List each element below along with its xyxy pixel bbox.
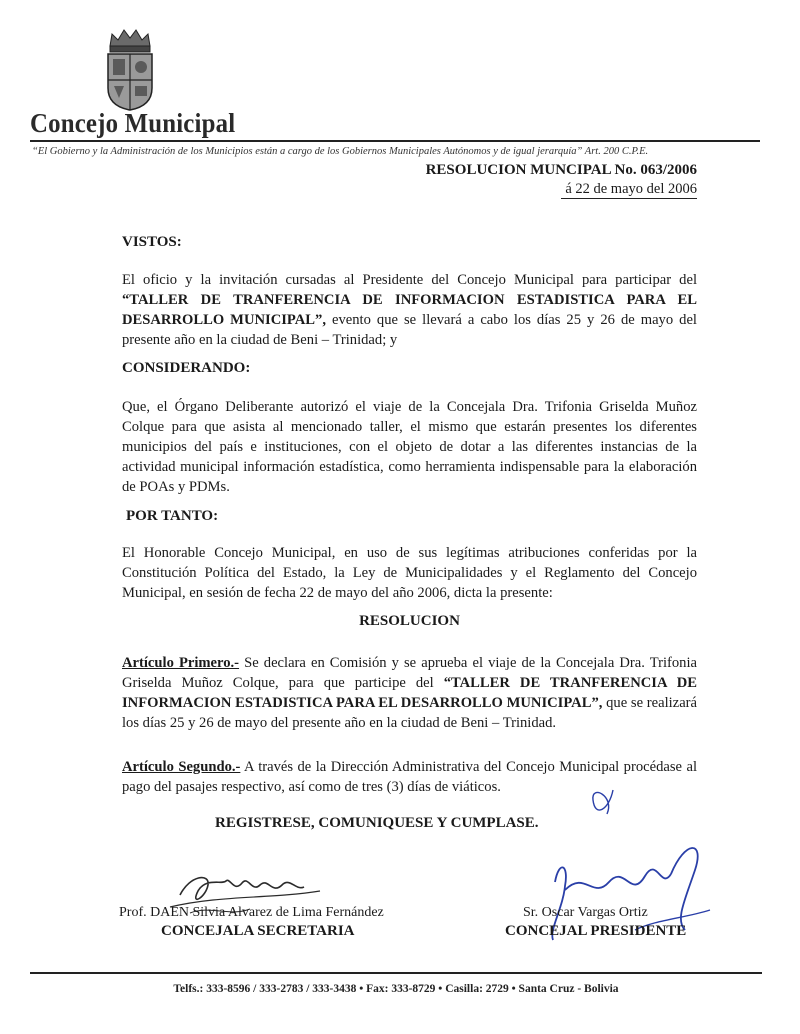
article-one-event: “TALLER DE TRANFERENCIA DE INFORMACION ESTADISTICA PARA EL DESARROLLO MUNICIPAL”, (122, 675, 697, 711)
left-signatory-name: Prof. DAEN Silvia Alvarez de Lima Fernández (119, 905, 384, 920)
article-one (122, 653, 697, 733)
vistos-text-1: El oficio y la invitación cursadas al Presidente del Concejo Municipal para participar del (122, 272, 697, 288)
resolution-date: á 22 de mayo del 2006 (561, 181, 697, 199)
resolucion-heading: RESOLUCION (359, 613, 460, 629)
closing-statement: REGISTRESE, COMUNIQUESE Y CUMPLASE. (215, 815, 539, 831)
motto: “El Gobierno y la Administración de los Municipios están a cargo de los Gobiernos Municipales Autónomos y de igual jerarquía” Art. 200 C.P.E. (32, 146, 649, 157)
por-tanto-paragraph: El Honorable Concejo Municipal, en uso de sus legítimas atribuciones conferidas por la Constitución Política del Estado, la Ley de Municipalidades y el Reglamento del Concejo Municipal, en sesión de fecha 22 de mayo del año 2006, dicta la presente: (122, 545, 697, 601)
coat-of-arms-icon (104, 26, 156, 112)
right-signatory-title: CONCEJAL PRESIDENTE (505, 923, 687, 939)
org-name: Concejo Municipal (30, 108, 236, 138)
article-one-text-1: Se declara en Comisión y se aprueba el viaje de la Concejala Dra. Trifonia Griselda Muñoz Colque, para que participe del (122, 655, 697, 691)
footer-divider (30, 972, 762, 974)
article-one-label: Artículo Primero.- (122, 655, 240, 671)
vistos-paragraph (122, 270, 697, 350)
article-one-text-2: que se realizará los días 25 y 26 de mayo del presente año en la ciudad de Beni – Trinidad. (122, 695, 698, 731)
header-divider (30, 140, 760, 142)
right-signatory-name: Sr. Oscar Vargas Ortiz (523, 905, 648, 920)
vistos-text-2: evento que se llevará a cabo los días 25 y 26 de mayo del presente año en la ciudad de Beni – Trinidad; y (122, 312, 697, 348)
footer-contact: Telfs.: 333-8596 / 333-2783 / 333-3438 • Fax: 333-8729 • Casilla: 2729 • Santa Cruz - Bolivia (173, 983, 619, 995)
vistos-event-name: “TALLER DE TRANFERENCIA DE INFORMACION ESTADISTICA PARA EL DESARROLLO MUNICIPAL”, (122, 292, 697, 328)
considerando-paragraph: Que, el Órgano Deliberante autorizó el viaje de la Concejala Dra. Trifonia Griselda Muñoz Colque para que asista al mencionado taller, el mismo que estarán presentes los diferentes municipios del país e instituciones, con el objeto de dotar a las diferentes instancias de la actividad municipal información estadística, como herramienta indispensable para la elaboración de POAs y PDMs. (122, 399, 697, 495)
article-two-label: Artículo Segundo.- (122, 759, 241, 775)
left-signatory-title: CONCEJALA SECRETARIA (161, 923, 355, 939)
resolution-number: RESOLUCION MUNCIPAL No. 063/2006 (425, 162, 697, 178)
vistos-heading: VISTOS: (122, 234, 182, 250)
considerando-heading: CONSIDERANDO: (122, 360, 251, 376)
article-two-text: A través de la Dirección Administrativa del Concejo Municipal procédase al pago del pasajes respectivo, así como de tres (3) días de viáticos. (122, 759, 697, 795)
por-tanto-heading: POR TANTO: (126, 508, 219, 524)
